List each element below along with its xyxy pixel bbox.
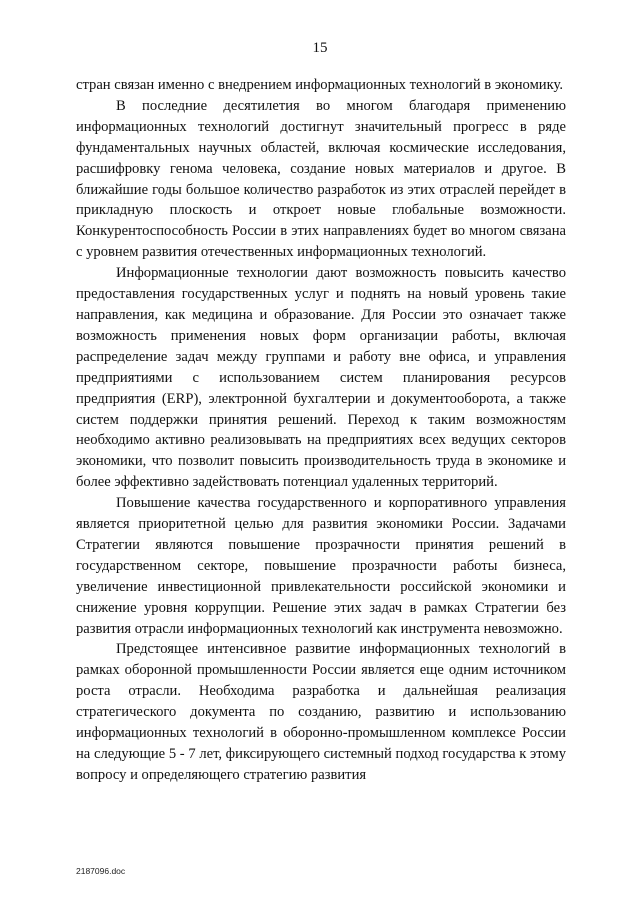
document-body	[76, 75, 566, 786]
paragraph-continuation: стран связан именно с внедрением информационных технологий в экономику.	[76, 77, 563, 93]
paragraph-governance: Повышение качества государственного и корпоративного управления является приоритетной целью для развития экономики России. Задачами Стратегии являются повышение прозрачности принятия решений в государственном секторе, повышение прозрачности работы бизнеса, увеличение инвестиционной привлекательности российской экономики и снижение уровня коррупции. Решение этих задач в рамках Стратегии без развития отрасли информационных технологий как инструмента невозможно.	[76, 495, 566, 637]
paragraph-it-opportunities: Информационные технологии дают возможность повысить качество предоставления государственных услуг и поднять на новый уровень такие направления, как медицина и образование. Для России это означает также возможность применения новых форм организации работы, включая распределение задач между группами и работу вне офиса, и управления предприятиями с использованием систем планирования ресурсов предприятия (ERP), электронной бухгалтерии и документооборота, а также систем поддержки принятия решений. Переход к таким возможностям необходимо активно реализовывать на предприятиях всех ведущих секторов экономики, что позволит повысить производительность труда в экономике и более эффективно задействовать потенциал удаленных территорий.	[76, 265, 566, 491]
page-number: 15	[312, 40, 328, 56]
footer-filename: 2187096.doc	[76, 866, 126, 876]
paragraph-scientific-progress: В последние десятилетия во многом благодаря применению информационных технологий достигнут значительный прогресс в ряде фундаментальных научных областей, включая космические исследования, расшифровку генома человека, создание новых материалов и другое. В ближайшие годы большое количество разработок из этих отраслей перейдет в прикладную плоскость и откроет новые глобальные возможности. Конкурентоспособность России в этих направлениях будет во многом связана с уровнем развития отечественных информационных технологий.	[76, 97, 566, 261]
paragraph-defense-industry: Предстоящее интенсивное развитие информационных технологий в рамках оборонной промышленности России является еще одним источником роста отрасли. Необходима разработка и дальнейшая реализация стратегического документа по созданию, развитию и использованию информационных технологий в оборонно-промышленном комплексе России на следующие 5 - 7 лет, фиксирующего системный подход государства к этому вопросу и определяющего стратегию развития	[76, 641, 566, 783]
